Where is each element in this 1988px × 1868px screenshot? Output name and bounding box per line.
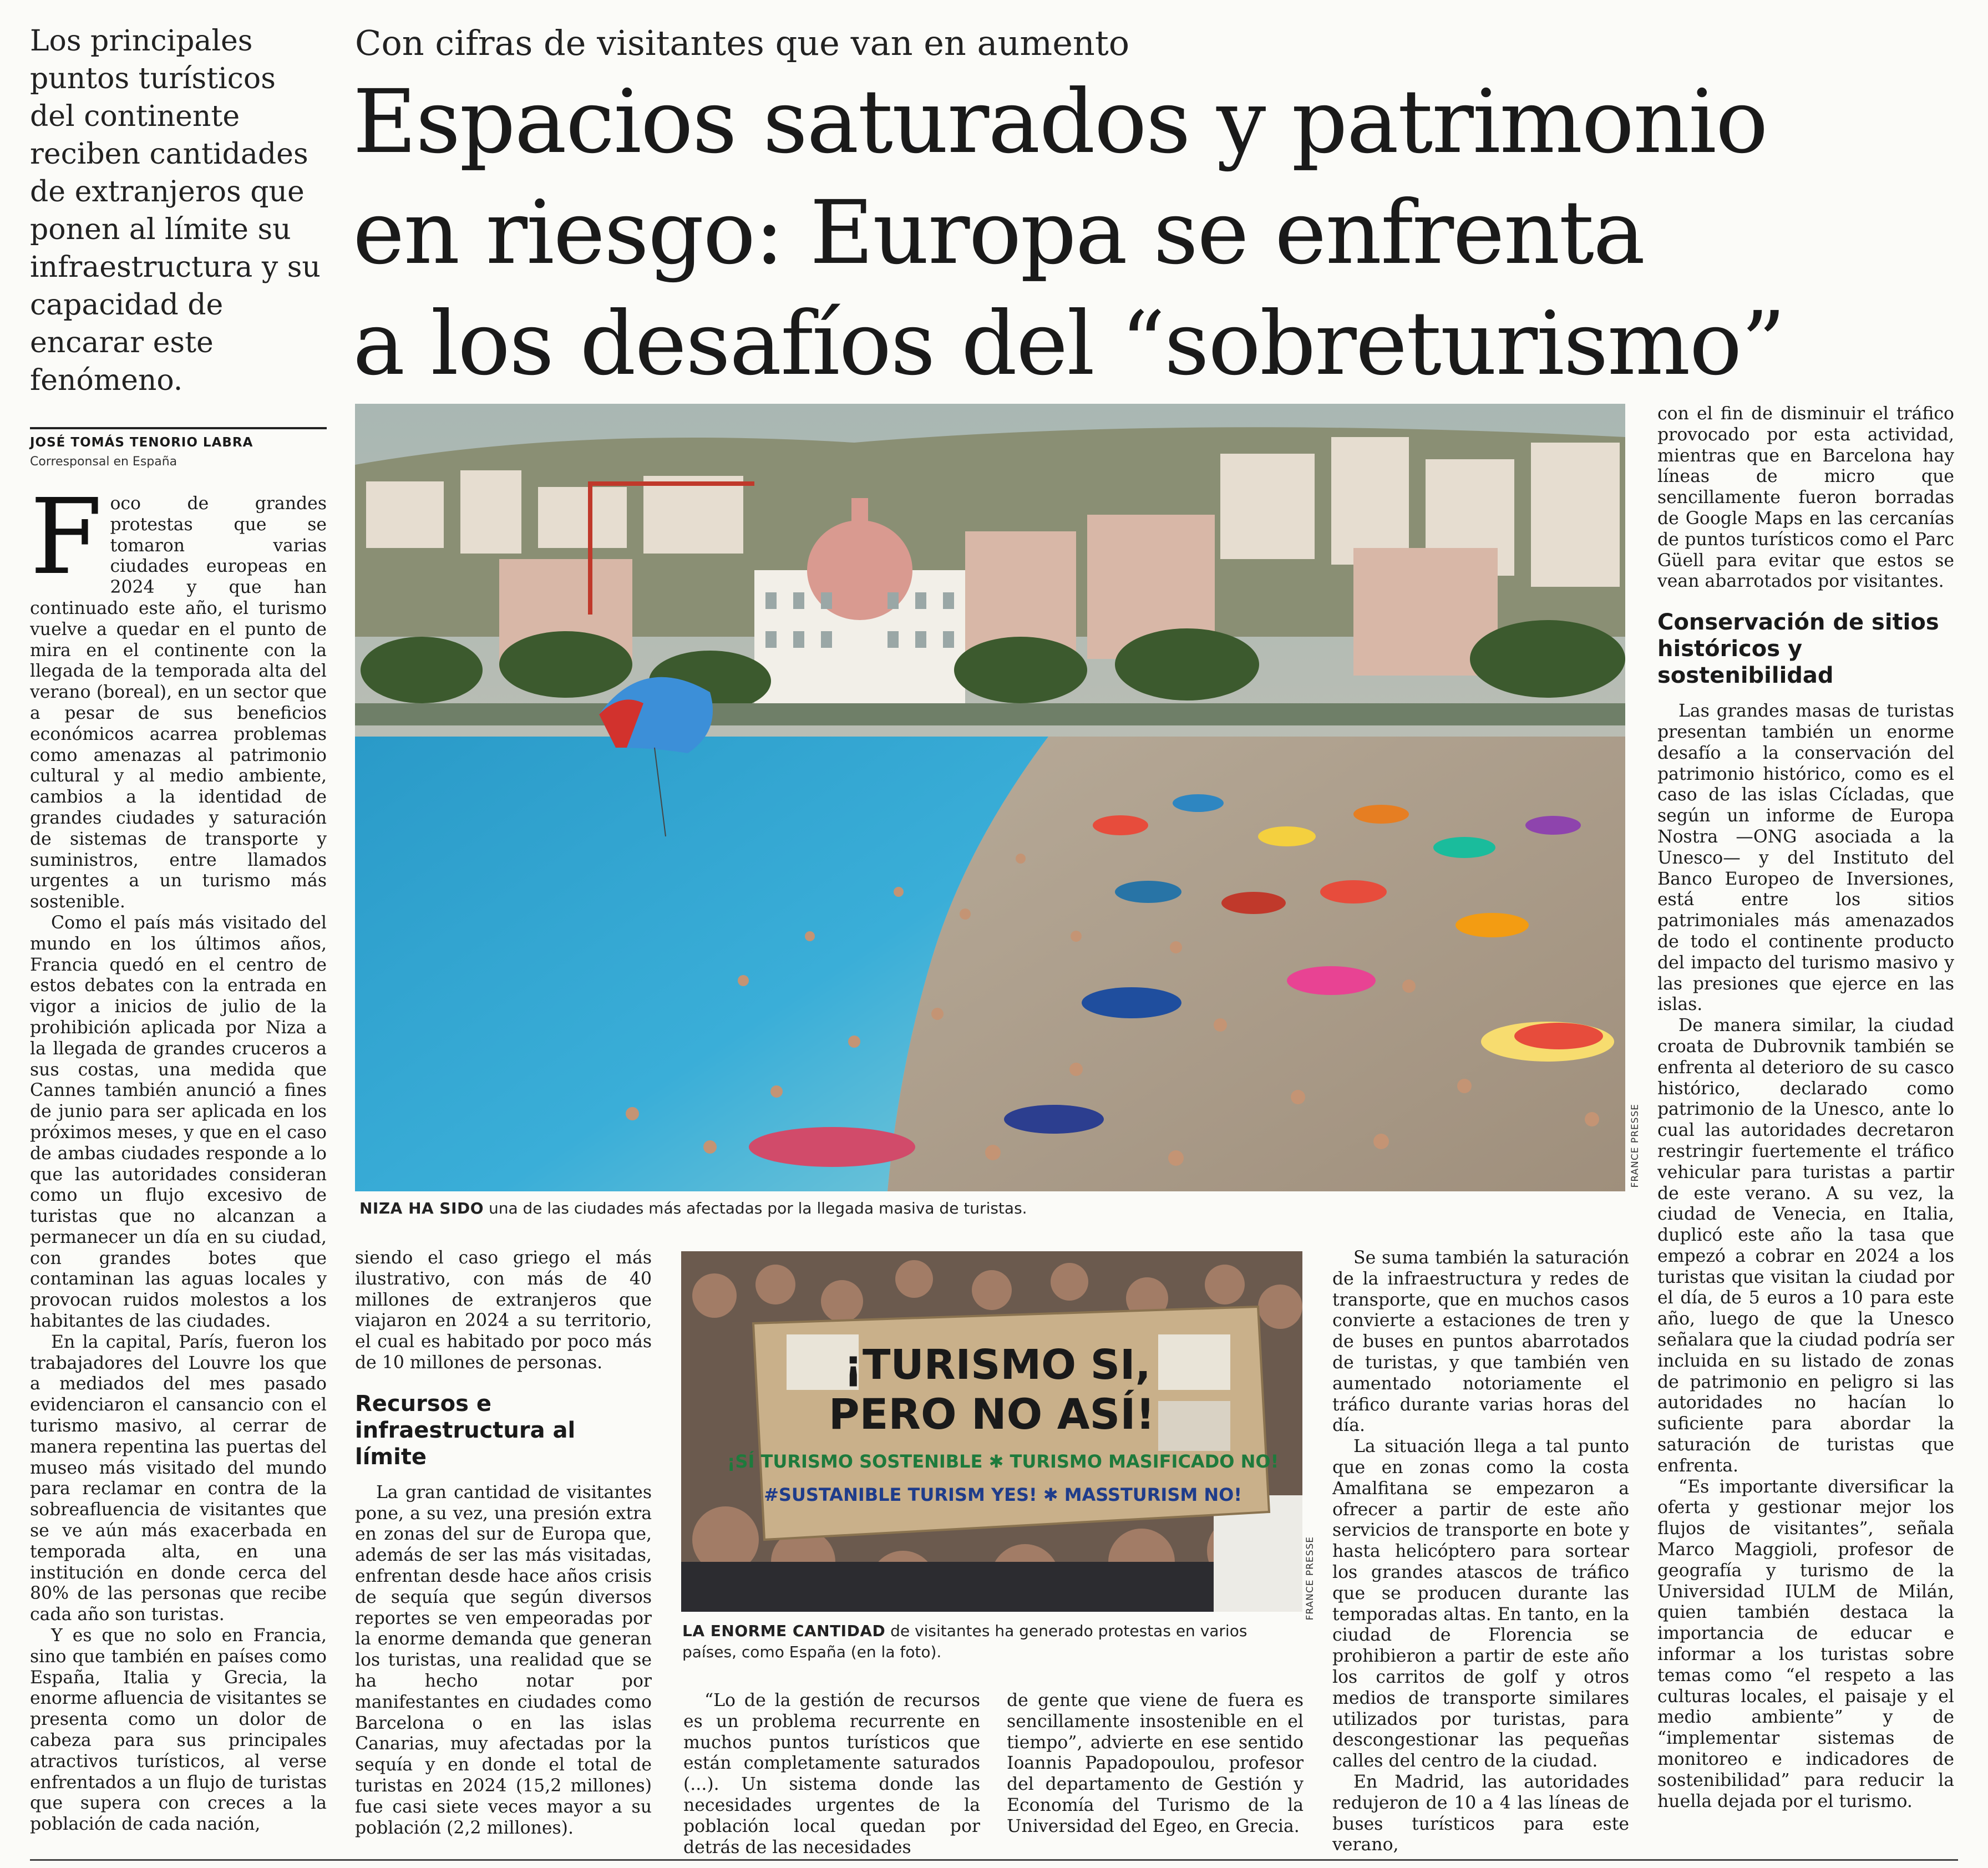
headline-line-2: en riesgo: Europa se enfrenta: [353, 182, 1645, 284]
column-6: [1657, 404, 1954, 1857]
byline-rule: [30, 427, 327, 429]
col5-paragraph-1: Se suma también la saturación de la infraestructura y redes de transporte, que en muchos casos convierte a estaciones de tren y de buses en puntos abarrotados de turistas, y que también ven aumentado notoriamente el tráfico durante varias horas del día.: [1332, 1248, 1629, 1436]
kicker: Con cifras de visitantes que van en aumento: [355, 23, 1130, 63]
protest-caption-text: de visitantes ha generado protestas en varios países, como España (en la foto).: [682, 1622, 1247, 1661]
col2-subheading: Recursos e infraestructura al límite: [355, 1390, 576, 1470]
protest-illustration: [681, 1251, 1302, 1612]
protest-caption-lead: LA ENORME CANTIDAD: [682, 1622, 886, 1640]
main-photo-nice-beach: [355, 404, 1625, 1191]
col5-paragraph-2: La situación llega a tal punto que en zonas como la costa Amalfitana se empezaron a ofrecer a partir de este año servicios de transporte en bote y hasta helicóptero para sortear los grandes atascos de tráfico que se producen durante las temporadas altas. En tanto, en la ciudad de Florencia se prohibieron a partir de este año los carritos de golf y otros medios de transporte similares utilizados por turistas, para descongestionar las pequeñas calles del centro de la ciudad.: [1332, 1436, 1629, 1771]
protest-photo-caption: [682, 1621, 1304, 1663]
byline-role: Corresponsal en España: [30, 455, 178, 469]
col6-paragraph-2: Las grandes masas de turistas presentan también un enorme desafío a la conservación del patrimonio histórico, como es el caso de las islas Cícladas, que según un informe de Europa Nostra —ONG asociada a la Unesco— y del Instituto del Banco Europeo de Inversiones, está entre los sitios patrimoniales más amenazados de todo el continente producto del impacto del turismo masivo y las presiones que ejerce en las islas.: [1657, 701, 1954, 1015]
beach-illustration: [355, 404, 1625, 1191]
headline-line-3: a los desafíos del “sobreturismo”: [353, 293, 1785, 395]
dropcap: F: [30, 494, 103, 598]
col1-paragraph-3: En la capital, París, fueron los trabajadores del Louvre los que a mediados del mes pasado evidenciaron el cansancio con el turismo masivo, al cerrar de manera repentina las puertas del museo más visitado del mundo para reclamar en contra de la sobreafluencia de visitantes que se ve aún más exacerbada en temporada alta, en una institución en donde cerca del 80% de las personas que recibe cada año son turistas.: [30, 1332, 327, 1625]
bottom-rule: [30, 1859, 1958, 1861]
deck-summary: Los principales puntos turísticos del continente reciben cantidades de extranjeros que ponen al límite su infraestructura y su capacidad de encarar este fenómeno.: [30, 24, 321, 397]
column-5: [1332, 1248, 1629, 1858]
col6-paragraph-3: De manera similar, la ciudad croata de Dubrovnik también se enfrenta al deterioro de su casco histórico, declarado como patrimonio de la Unesco, ante lo cual las autoridades decretaron restringir fuertemente el tráfico vehicular para turistas a partir de este verano. A su vez, la ciudad de Venecia, en Italia, duplicó este año la tasa que empezó a cobrar en 2024 a los turistas que visitan la ciudad por el día, de 5 euros a 10 para este año, luego de que la Unesco señalara que la ciudad podría ser incluida en su listado de zonas de patrimonio en peligro si las autoridades no hacían lo suficiente para abordar la saturación de turistas que enfrenta.: [1657, 1016, 1954, 1476]
protest-photo: [681, 1251, 1302, 1612]
main-caption-text: una de las ciudades más afectadas por la llegada masiva de turistas.: [484, 1199, 1027, 1217]
main-caption-lead: NIZA HA SIDO: [359, 1199, 484, 1217]
main-photo-caption: [359, 1198, 1624, 1219]
col4-paragraph-1: de gente que viene de fuera es sencillamente insostenible en el tiempo”, advierte en ese sentido Ioannis Papadopoulou, profesor del departamento de Gestión y Economía del Turismo de la Universidad del Egeo, en Grecia.: [1007, 1691, 1304, 1836]
column-4: [1007, 1691, 1304, 1857]
col6-subheading: Conservación de sitios históricos y sostenibilidad: [1657, 610, 1939, 689]
col6-paragraph-4: “Es importante diversificar la oferta y gestionar mejor los flujos de visitantes”, señala Marco Maggioli, profesor de geografía y turismo de la Universidad IULM de Milán, quien también destaca la importancia de educar e informar a los turistas sobre temas como “el respeto a las culturas locales, el paisaje y el medio ambiente” y de “implementar sistemas de monitoreo e indicadores de sostenibilidad” para reducir la huella dejada por el turismo.: [1657, 1476, 1954, 1811]
column-3: [683, 1691, 980, 1857]
sign-line-2: PERO NO ASÍ!: [828, 1389, 1155, 1439]
col5-paragraph-3: En Madrid, las autoridades redujeron de 10 a 4 las líneas de buses turísticos para este verano,: [1332, 1771, 1629, 1855]
sign-line-4: #SUSTANIBLE TURISM YES! ✱ MASSTURISM NO!: [764, 1484, 1242, 1505]
main-photo-credit: FRANCE PRESSE: [1630, 1104, 1641, 1188]
col6-paragraph-1: con el fin de disminuir el tráfico provocado por esta actividad, mientras que en Barcelona hay líneas de micro que sencillamente fueron borradas de Google Maps en las cercanías de puntos turísticos como el Parc Güell para evitar que estos se vean abarrotados por visitantes.: [1657, 404, 1954, 592]
byline-name: JOSÉ TOMÁS TENORIO LABRA: [30, 435, 253, 450]
col1-paragraph-2: Como el país más visitado del mundo en los últimos años, Francia quedó en el centro de estos debates con la entrada en vigor a inicios de julio de la prohibición aplicada por Niza a la llegada de grandes cruceros a sus costas, una medida que Cannes también anunció a fines de junio para ser aplicada en los próximos meses, y que en el caso de ambas ciudades responde a lo que las autoridades consideran como un flujo excesivo de turistas que no alcanzan a permanecer un día en su ciudad, con grandes botes que contaminan las aguas locales y provocan ruidos molestos a los habitantes de las ciudades.: [30, 912, 327, 1332]
protest-photo-credit: FRANCE PRESSE: [1305, 1536, 1316, 1621]
col1-paragraph-1: Foco de grandes protestas que se tomaron varias ciudades europeas en 2024 y que han continuado este año, el turismo vuelve a quedar en el punto de mira en el continente con la llegada de la temporada alta del verano (boreal), en un sector que a pesar de sus beneficios económicos acarrea problemas como amenazas al patrimonio cultural y al medio ambiente, cambios a la identidad de grandes ciudades y saturación de sistemas de transporte y suministros, entre llamados urgentes a un turismo más sostenible.: [30, 494, 327, 912]
col2-paragraph-2: La gran cantidad de visitantes pone, a su vez, una presión extra en zonas del sur de Europa que, además de ser las más visitadas, enfrentan desde hace años crisis de sequía que según diversos reportes se ven empeoradas por la enorme demanda que generan los turistas, una realidad que se ha hecho notar por manifestantes en ciudades como Barcelona o en las islas Canarias, muy afectadas por la sequía y en donde el total de turistas en 2024 (15,2 millones) fue casi siete veces mayor a su población (2,2 millones).: [355, 1482, 652, 1838]
column-2: [355, 1248, 652, 1858]
col1-paragraph-4: Y es que no solo en Francia, sino que también en países como España, Italia y Grecia, la enorme afluencia de visitantes se presenta como un dolor de cabeza para sus principales atractivos turísticos, al verse enfrentados a un flujo de turistas que supera con creces a la población de cada nación,: [30, 1626, 327, 1835]
col2-paragraph-1: siendo el caso griego el más ilustrativo, con más de 40 millones de extranjeros que viajaron en 2024 a su territorio, el cual es habitado por poco más de 10 millones de personas.: [355, 1248, 652, 1373]
headline-line-1: Espacios saturados y patrimonio: [353, 71, 1767, 173]
sign-line-3: ¡SÍ TURISMO SOSTENIBLE ✱ TURISMO MASIFICADO NO!: [727, 1451, 1279, 1472]
headline: [353, 67, 1961, 399]
sign-line-1: ¡TURISMO SI,: [844, 1341, 1151, 1389]
col3-paragraph-1: “Lo de la gestión de recursos es un problema recurrente en muchos puntos turísticos que están completamente saturados (...). Un sistema donde las necesidades urgentes de la población local quedan por detrás de las necesidades: [683, 1691, 980, 1857]
column-1: [30, 494, 327, 1858]
